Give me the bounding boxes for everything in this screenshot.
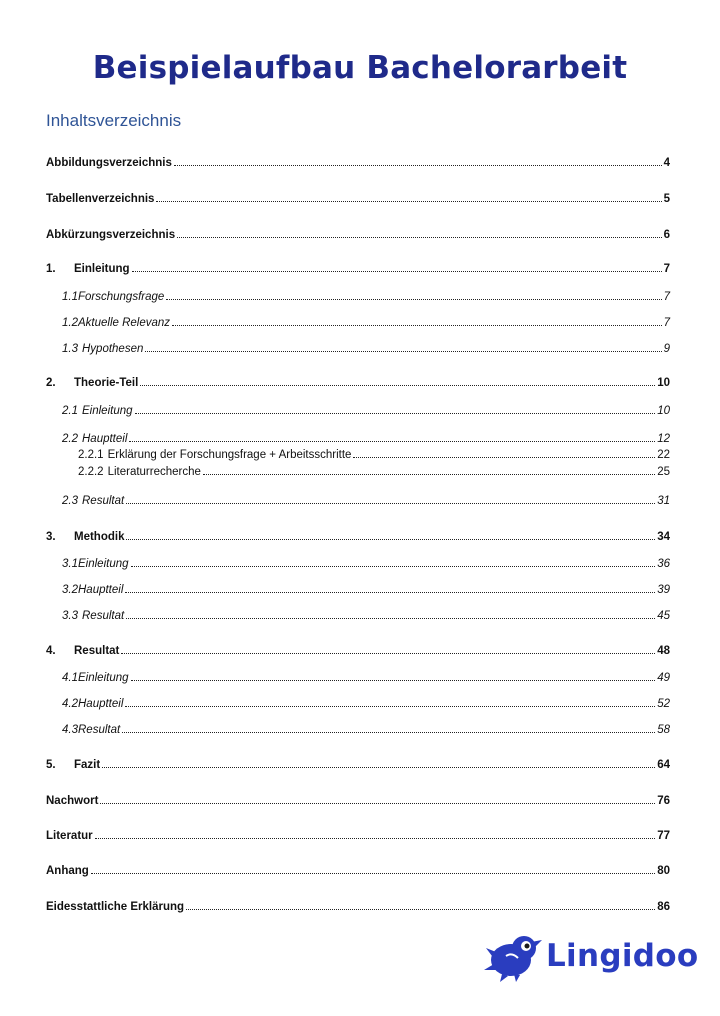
toc-entry[interactable] [62,404,670,418]
toc-dot-leader [131,680,656,681]
toc-entry-number: 4. [46,645,56,657]
toc-entry[interactable] [46,864,670,878]
toc-entry[interactable] [62,290,670,304]
toc-entry-page: 77 [657,830,670,842]
toc-entry-label: Literatur [46,830,93,842]
lingidoo-bird-logo-icon [484,930,542,982]
toc-entry-label: Abkürzungsverzeichnis [46,229,176,241]
toc-entry-page: 6 [663,229,670,241]
toc-dot-leader [129,441,655,442]
toc-entry-number: 2.2.2 [78,466,104,478]
toc-entry-page: 45 [657,610,670,622]
toc-entry-number: 3.1 [62,558,78,570]
toc-dot-leader [132,271,662,272]
toc-entry-page: 5 [663,193,670,205]
toc-entry-number: 1. [46,263,56,275]
toc-entry-page: 86 [657,901,670,913]
toc-entry-page: 22 [657,449,670,461]
toc-entry-page: 58 [657,724,670,736]
toc-entry[interactable] [46,228,670,242]
toc-entry-number: 5. [46,759,56,771]
toc-entry-label: Literaturrecherche [107,466,201,478]
toc-entry-label: Aktuelle Relevanz [78,317,171,329]
toc-entry[interactable] [46,829,670,843]
toc-entry[interactable] [62,432,670,446]
toc-entry[interactable] [78,448,670,462]
toc-dot-leader [126,618,655,619]
toc-dot-leader [122,732,655,733]
toc-entry-label: Tabellenverzeichnis [46,193,155,205]
toc-entry-label: Nachwort [46,795,99,807]
toc-entry-label: Eidesstattliche Erklärung [46,901,185,913]
toc-dot-leader [156,201,661,202]
toc-entry-page: 80 [657,865,670,877]
toc-heading: Inhaltsverzeichnis [46,111,182,130]
toc-entry-label: Abbildungsverzeichnis [46,157,172,169]
toc-entry-label: Anhang [46,865,89,877]
toc-entry-page: 7 [663,263,670,275]
toc-entry-number: 3.3 [62,610,78,622]
toc-entry[interactable] [46,376,670,390]
toc-entry[interactable] [62,557,670,571]
toc-dot-leader [186,909,655,910]
toc-entry-number: 1.3 [62,343,78,355]
toc-entry[interactable] [62,723,670,737]
toc-entry[interactable] [46,192,670,206]
toc-entry[interactable] [62,671,670,685]
toc-entry-number: 2.2 [62,433,78,445]
toc-entry[interactable] [62,342,670,356]
toc-entry-page: 10 [657,405,670,417]
toc-entry-page: 10 [657,377,670,389]
toc-entry-label: Resultat [74,645,120,657]
toc-dot-leader [126,539,655,540]
toc-entry-page: 49 [657,672,670,684]
toc-dot-leader [177,237,662,238]
toc-entry-label: Erklärung der Forschungsfrage + Arbeitsschritte [107,449,352,461]
toc-dot-leader [125,706,655,707]
toc-entry-number: 1.2 [62,317,78,329]
toc-dot-leader [91,873,655,874]
toc-dot-leader [121,653,655,654]
toc-entry-label: Methodik [74,531,125,543]
toc-entry-number: 2.1 [62,405,78,417]
toc-entry-label: Resultat [82,610,125,622]
toc-entry-label: Hauptteil [82,433,128,445]
page-title: Beispielaufbau Bachelorarbeit [92,50,628,86]
toc-entry[interactable] [46,156,670,170]
toc-dot-leader [353,457,655,458]
toc-dot-leader [131,566,656,567]
toc-dot-leader [126,503,655,504]
toc-entry-page: 39 [657,584,670,596]
toc-entry-page: 76 [657,795,670,807]
toc-entry-page: 48 [657,645,670,657]
toc-entry-number: 2.3 [62,495,78,507]
toc-dot-leader [166,299,661,300]
toc-entry-label: Resultat [78,724,121,736]
toc-entry-page: 52 [657,698,670,710]
toc-entry-label: Hauptteil [78,698,124,710]
toc-entry-number: 4.3 [62,724,78,736]
toc-entry-number: 2.2.1 [78,449,104,461]
toc-entry[interactable] [62,609,670,623]
toc-entry[interactable] [78,465,670,479]
toc-dot-leader [102,767,655,768]
toc-entry[interactable] [46,530,670,544]
toc-entry-number: 4.2 [62,698,78,710]
toc-entry-page: 34 [657,531,670,543]
toc-entry-page: 7 [663,317,670,329]
toc-entry[interactable] [62,583,670,597]
toc-entry-page: 7 [663,291,670,303]
toc-dot-leader [203,474,655,475]
toc-entry-number: 1.1 [62,291,78,303]
brand-logo [484,930,698,982]
toc-entry-page: 4 [663,157,670,169]
toc-entry-page: 9 [663,343,670,355]
toc-dot-leader [145,351,661,352]
brand-name: Lingidoo [546,938,699,974]
toc-dot-leader [125,592,655,593]
toc-entry-page: 12 [657,433,670,445]
toc-entry-label: Hypothesen [82,343,144,355]
toc-dot-leader [100,803,655,804]
toc-entry-label: Einleitung [78,672,129,684]
toc-entry-page: 31 [657,495,670,507]
toc-entry[interactable] [46,794,670,808]
toc-dot-leader [140,385,655,386]
toc-entry-label: Theorie-Teil [74,377,139,389]
toc-entry[interactable] [46,262,670,276]
toc-entry-number: 4.1 [62,672,78,684]
toc-entry-page: 36 [657,558,670,570]
toc-dot-leader [95,838,656,839]
toc-dot-leader [135,413,656,414]
toc-entry-number: 3.2 [62,584,78,596]
toc-entry[interactable] [62,494,670,508]
toc-entry-label: Forschungsfrage [78,291,165,303]
toc-entry-label: Einleitung [74,263,130,275]
toc-entry-label: Einleitung [78,558,129,570]
toc-entry-label: Resultat [82,495,125,507]
toc-entry[interactable] [62,316,670,330]
toc-entry-number: 3. [46,531,56,543]
toc-entry[interactable] [46,758,670,772]
toc-entry-page: 64 [657,759,670,771]
toc-entry-page: 25 [657,466,670,478]
toc-entry-label: Fazit [74,759,101,771]
toc-entry-label: Hauptteil [78,584,124,596]
toc-entry[interactable] [46,900,670,914]
toc-entry-label: Einleitung [82,405,133,417]
toc-entry-number: 2. [46,377,56,389]
toc-dot-leader [172,325,662,326]
toc-dot-leader [174,165,662,166]
toc-entry[interactable] [62,697,670,711]
toc-entry[interactable] [46,644,670,658]
